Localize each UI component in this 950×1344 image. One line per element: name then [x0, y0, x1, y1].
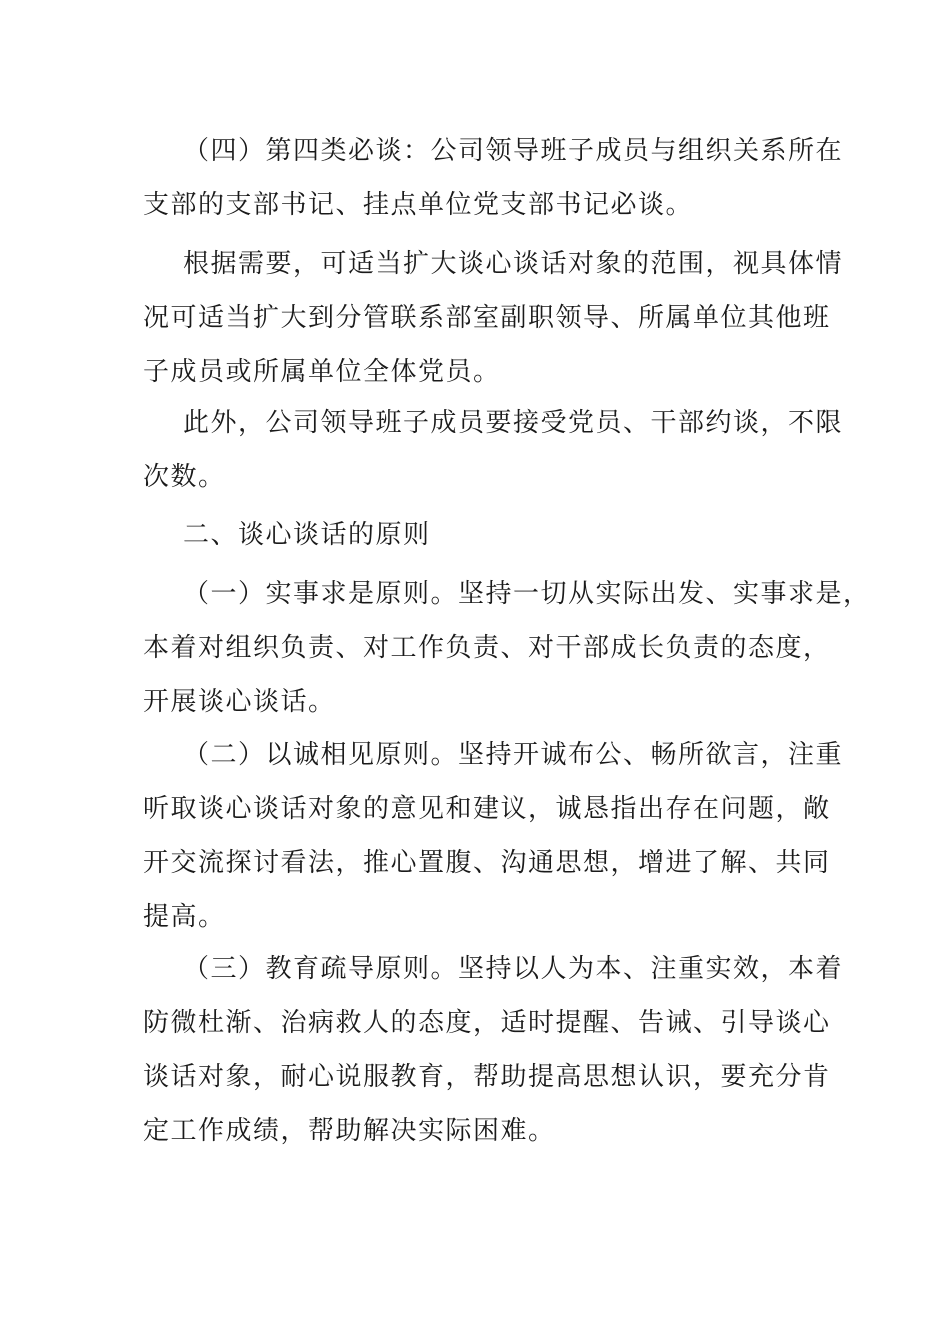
paragraph-line: 提高。 — [143, 902, 226, 932]
paragraph-line: 根据需要，可适当扩大谈心谈话对象的范围，视具体情 — [183, 249, 844, 279]
paragraph-line: （一）实事求是原则。坚持一切从实际出发、实事求是， — [183, 579, 871, 609]
paragraph-additional-talks — [143, 396, 844, 504]
paragraph-line: 谈话对象，耐心说服教育，帮助提高思想认识，要充分肯 — [143, 1062, 831, 1092]
paragraph-line: 听取谈心谈话对象的意见和建议，诚恳指出存在问题，敞 — [143, 794, 831, 824]
paragraph-line: （四）第四类必谈：公司领导班子成员与组织关系所在 — [183, 136, 844, 166]
paragraph-line: 防微杜渐、治病救人的态度，适时提醒、告诫、引导谈心 — [143, 1008, 831, 1038]
section-heading-principles — [143, 508, 808, 562]
paragraph-line: 子成员或所属单位全体党员。 — [143, 357, 501, 387]
paragraph-line: （三）教育疏导原则。坚持以人为本、注重实效，本着 — [183, 954, 844, 984]
paragraph-category-four — [143, 124, 844, 232]
paragraph-line: 本着对组织负责、对工作负责、对干部成长负责的态度， — [143, 633, 831, 663]
paragraph-principle-three — [143, 942, 844, 1158]
paragraph-line: （二）以诚相见原则。坚持开诚布公、畅所欲言，注重 — [183, 740, 844, 770]
paragraph-line: 支部的支部书记、挂点单位党支部书记必谈。 — [143, 190, 694, 220]
paragraph-principle-two — [143, 728, 844, 944]
paragraph-line: 开展谈心谈话。 — [143, 687, 336, 717]
paragraph-line: 定工作成绩，帮助解决实际困难。 — [143, 1116, 556, 1146]
paragraph-line: 况可适当扩大到分管联系部室副职领导、所属单位其他班 — [143, 303, 831, 333]
paragraph-principle-one — [143, 567, 871, 729]
section-heading: 二、谈心谈话的原则 — [183, 520, 431, 550]
paragraph-line: 开交流探讨看法，推心置腹、沟通思想，增进了解、共同 — [143, 848, 831, 878]
paragraph-expand-scope — [143, 237, 844, 399]
paragraph-line: 次数。 — [143, 462, 226, 492]
paragraph-line: 此外，公司领导班子成员要接受党员、干部约谈，不限 — [183, 408, 844, 438]
